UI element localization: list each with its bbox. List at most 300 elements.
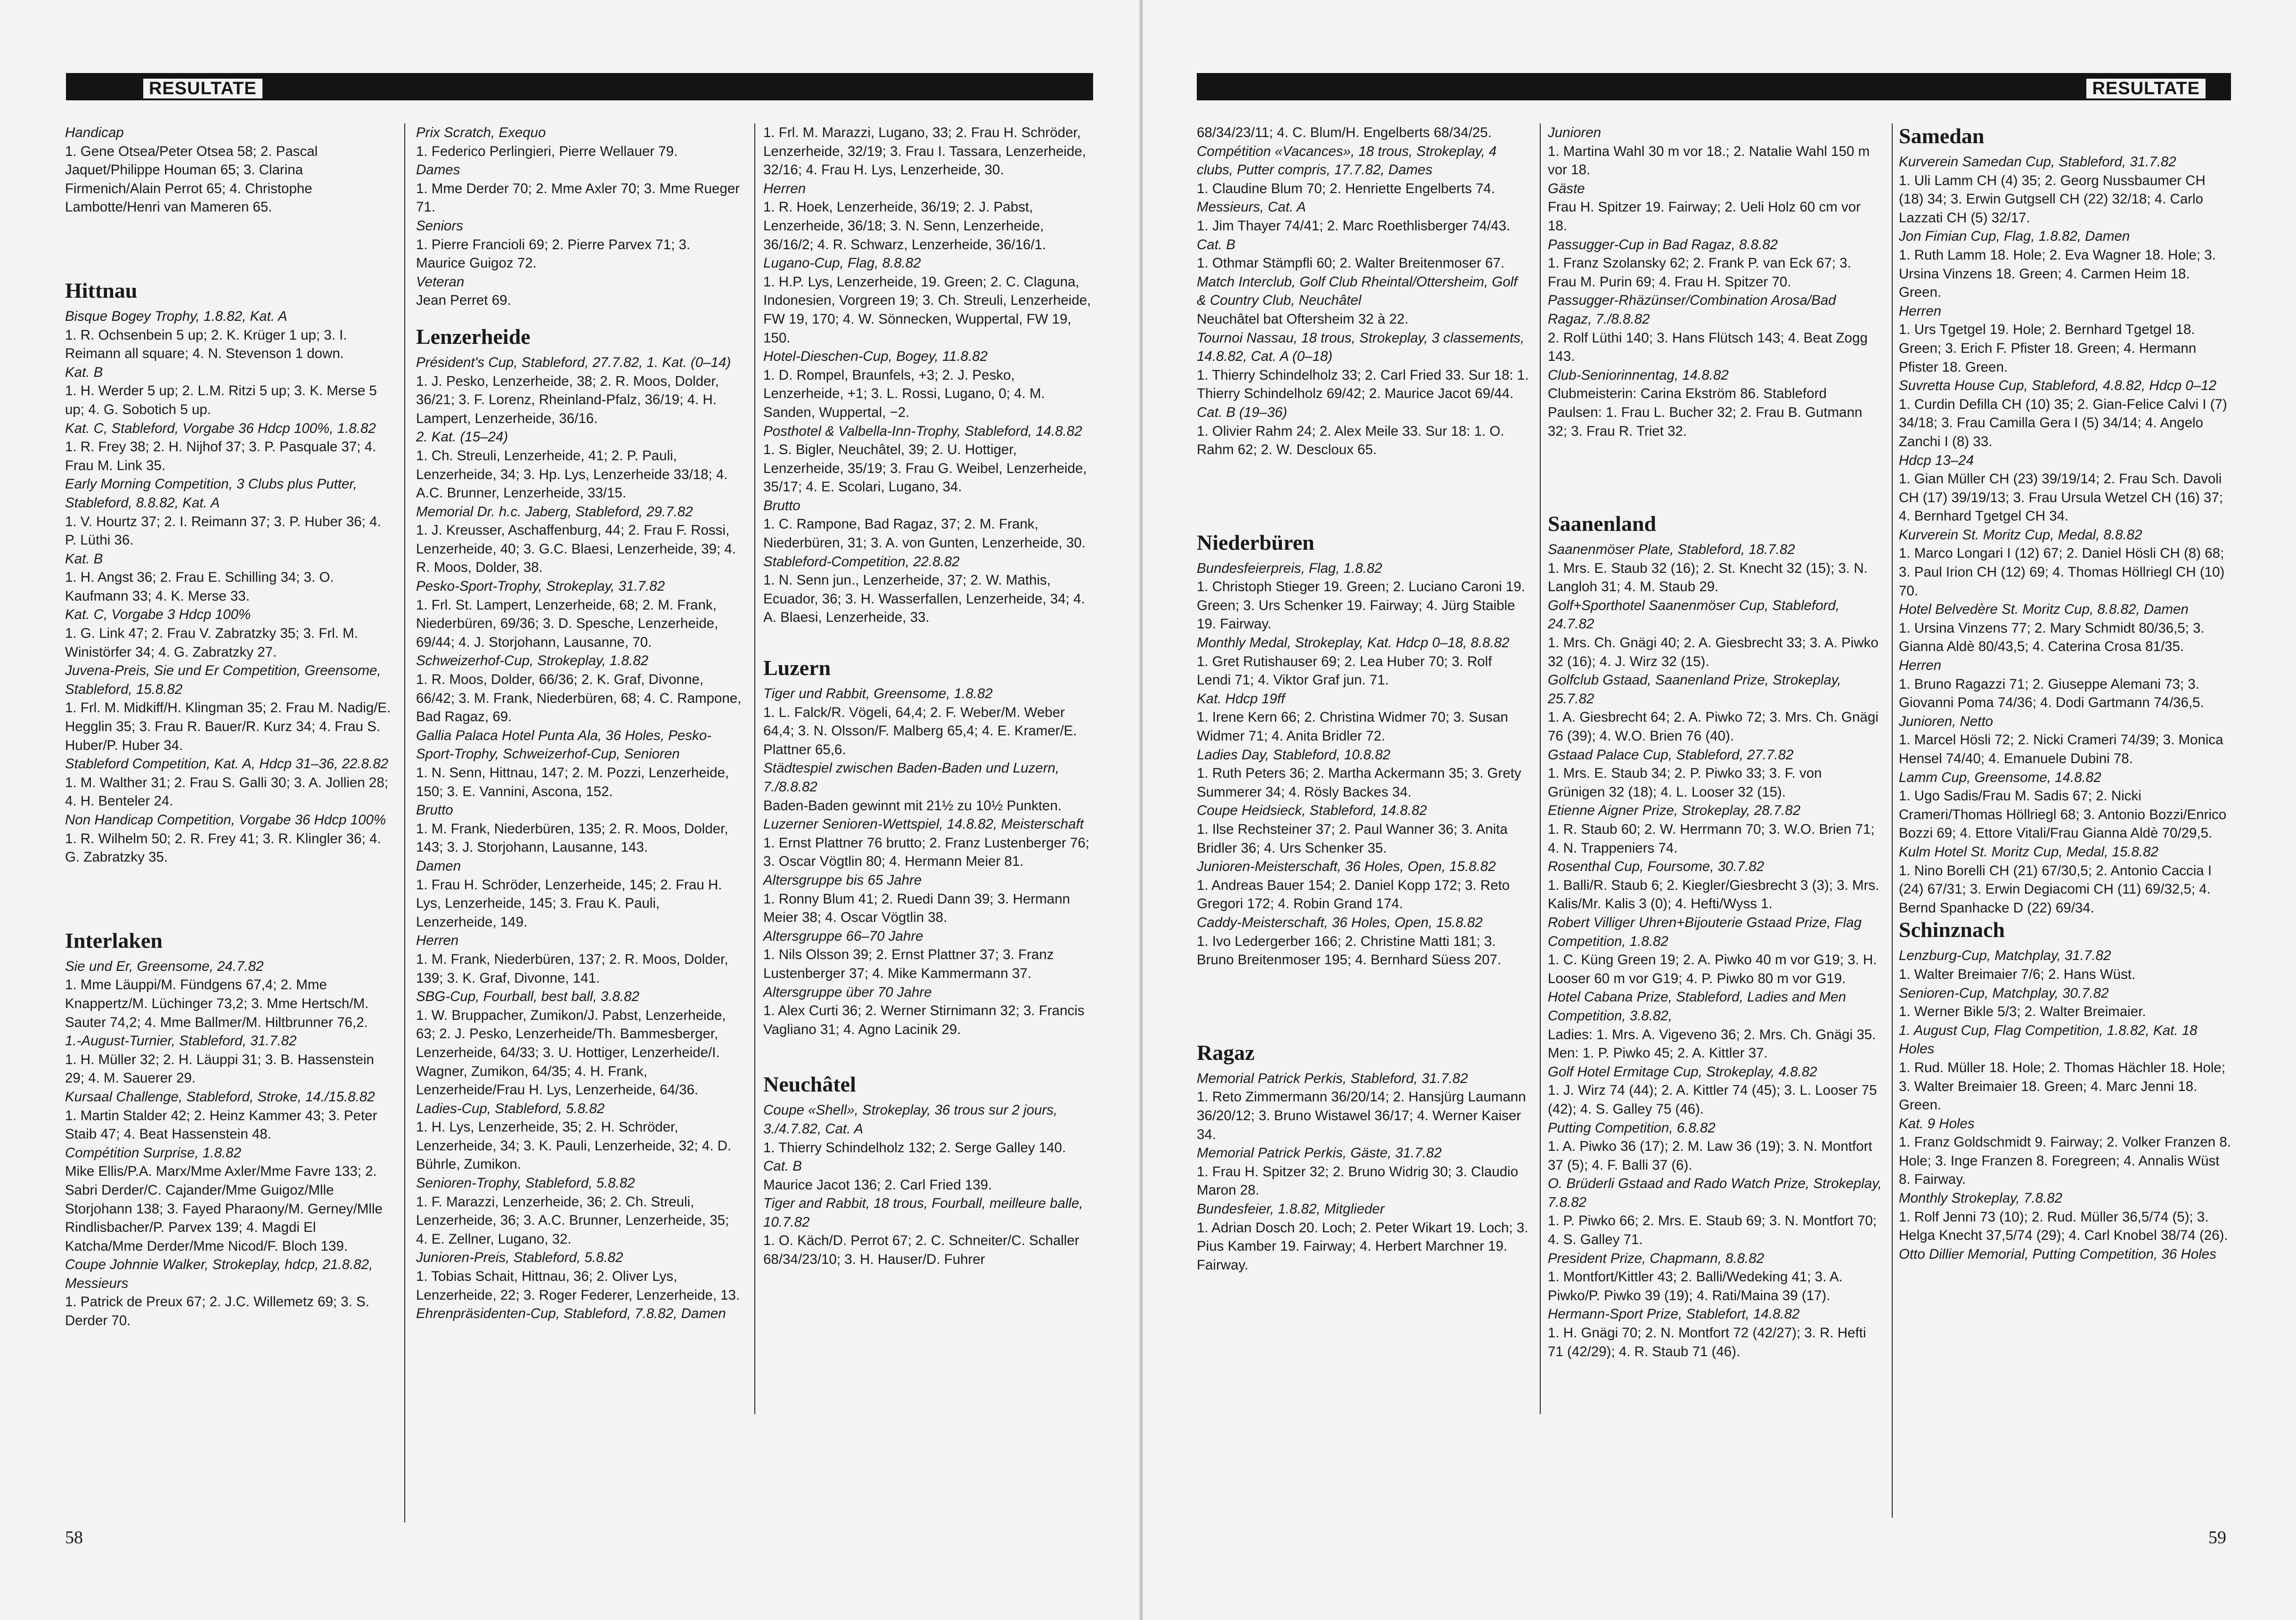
- club-heading: Samedan: [1899, 124, 1985, 148]
- competition-title: Junioren-Meisterschaft, 36 Holes, Open, 15.8.82: [1197, 859, 1496, 875]
- competition-title: O. Brüderli Gstaad and Rado Watch Prize, Strokeplay, 7.8.82: [1548, 1176, 1882, 1210]
- result-entry: [1197, 236, 1529, 273]
- competition-title: Coupe Johnnie Walker, Strokeplay, hdcp, 21.8.82, Messieurs: [65, 1257, 373, 1291]
- result-entry: [1197, 913, 1529, 969]
- result-text: 1. Balli/R. Staub 6; 2. Kiegler/Giesbrecht 3 (3); 3. Mrs. Kalis/Mr. Kalis 3 (0); 4. Hefti/Wyss 1.: [1548, 877, 1879, 912]
- competition-title: 2. Kat. (15–24): [416, 429, 508, 445]
- result-entry: [1197, 329, 1529, 403]
- club-heading: Hittnau: [65, 278, 138, 302]
- result-entry: [1548, 746, 1882, 802]
- result-text: 1. Marcel Hösli 72; 2. Nicki Crameri 74/39; 3. Monica Hensel 74/40; 4. Emanuele Dubini 78.: [1899, 732, 2223, 766]
- competition-title: Tiger and Rabbit, 18 trous, Fourball, meilleure balle, 10.7.82: [763, 1196, 1083, 1230]
- result-text: 1. Franz Goldschmidt 9. Fairway; 2. Volker Franzen 8. Hole; 3. Inge Franzen 8. Foregreen; 4. Annalis Wüst 8. Fairway.: [1899, 1134, 2231, 1188]
- result-entry: [1899, 768, 2231, 843]
- result-entry: [65, 123, 392, 217]
- result-text: 1. Olivier Rahm 24; 2. Alex Meile 33. Sur 18: 1. O. Rahm 62; 2. W. Descloux 65.: [1197, 423, 1504, 458]
- result-text: 1. Nino Borelli CH (21) 67/30,5; 2. Antonio Caccia I (24) 67/31; 3. Erwin Degiacomi CH (11) 69/32,5; 4. Bernd Spanhacke D (22) 69/34.: [1899, 863, 2212, 916]
- club-heading: Lenzerheide: [416, 324, 531, 349]
- competition-title: Herren: [1899, 658, 1942, 674]
- result-entry: [416, 1099, 744, 1174]
- competition-title: Altersgruppe über 70 Jahre: [763, 984, 932, 1000]
- result-text: 1. Ruth Peters 36; 2. Martha Ackermann 35; 3. Grety Summerer 34; 4. Rösly Backes 34.: [1197, 765, 1521, 800]
- results-column: [1548, 123, 1882, 1361]
- competition-title: Cat. B (19–36): [1197, 404, 1287, 420]
- result-text: 1. H. Angst 36; 2. Frau E. Schilling 34; 3. O. Kaufmann 33; 4. K. Merse 33.: [65, 570, 334, 604]
- competition-title: Pesko-Sport-Trophy, Strokeplay, 31.7.82: [416, 578, 665, 594]
- result-entry: [1548, 857, 1882, 913]
- result-entry: [1548, 1249, 1882, 1305]
- result-entry: [1899, 843, 2231, 917]
- result-entry: [1899, 656, 2231, 712]
- results-column: [65, 123, 392, 1330]
- competition-title: Kat. 9 Holes: [1899, 1115, 1975, 1132]
- result-text: 1. A. Giesbrecht 64; 2. A. Piwko 72; 3. Mrs. Ch. Gnägi 76 (39); 4. W.O. Brien 76 (40).: [1548, 709, 1879, 744]
- result-text: 1. M. Frank, Niederbüren, 137; 2. R. Moos, Dolder, 139; 3. K. Graf, Divonne, 141.: [416, 951, 728, 986]
- competition-title: Junioren-Preis, Stableford, 5.8.82: [416, 1250, 623, 1266]
- result-entry: [65, 1032, 392, 1088]
- competition-title: Monthly Medal, Strokeplay, Kat. Hdcp 0–18, 8.8.82: [1197, 635, 1510, 651]
- result-text: 1. Frl. St. Lampert, Lenzerheide, 68; 2. M. Frank, Niederbüren, 69/36; 3. D. Spesche, Lenzerheide, 69/44; 4. J. Storjohann, Lausanne, 70.: [416, 597, 719, 650]
- competition-title: Altersgruppe bis 65 Jahre: [763, 872, 922, 888]
- result-text: 1. Ch. Streuli, Lenzerheide, 41; 2. P. Pauli, Lenzerheide, 34; 3. Hp. Lys, Lenzerheide 33/18; 4. A.C. Brunner, Lenzerheide, 33/15.: [416, 448, 728, 501]
- competition-title: Kulm Hotel St. Moritz Cup, Medal, 15.8.82: [1899, 844, 2158, 860]
- result-entry: [65, 661, 392, 755]
- competition-title: Hdcp 13–24: [1899, 452, 1974, 468]
- competition-title: Ehrenpräsidenten-Cup, Stableford, 7.8.82, Damen: [416, 1306, 726, 1322]
- competition-title: Golf Hotel Ermitage Cup, Strokeplay, 4.8.82: [1548, 1064, 1817, 1080]
- result-text: 1. Marco Longari I (12) 67; 2. Daniel Hösli CH (8) 68; 3. Paul Irion CH (12) 69; 4. Thomas Höllriegl CH (10) 70.: [1899, 545, 2225, 599]
- competition-title: Luzerner Senioren-Wettspiel, 14.8.82, Meisterschaft: [763, 816, 1084, 832]
- result-entry: [65, 755, 392, 811]
- result-text: 1. Mme Läuppi/M. Fündgens 67,4; 2. Mme Knappertz/M. Lüchinger 73,2; 3. Mme Hertsch/M. Sauter 74,2; 4. Mme Ballmer/M. Hiltbrunner 76,2.: [65, 977, 369, 1030]
- competition-title: Caddy-Meisterschaft, 36 Holes, Open, 15.8.82: [1197, 914, 1483, 930]
- result-text: Ladies: 1. Mrs. A. Vigeveno 36; 2. Mrs. Ch. Gnägi 35. Men: 1. P. Piwko 45; 2. A. Kittler 37.: [1548, 1026, 1876, 1061]
- competition-title: Memorial Patrick Perkis, Stableford, 31.7.82: [1197, 1070, 1468, 1086]
- result-entry: [1548, 596, 1882, 671]
- result-entry: [1548, 988, 1882, 1062]
- result-entry: [763, 983, 1098, 1039]
- result-entry: [1197, 1200, 1529, 1274]
- result-text: 1. R. Ochsenbein 5 up; 2. K. Krüger 1 up; 3. I. Reimann all square; 4. N. Stevenson 1 down.: [65, 327, 347, 362]
- competition-title: Robert Villiger Uhren+Bijouterie Gstaad Prize, Flag Competition, 1.8.82: [1548, 914, 1862, 949]
- result-text: 1. Alex Curti 36; 2. Werner Stirnimann 32; 3. Francis Vagliano 31; 4. Agno Lacinik 29.: [763, 1003, 1085, 1037]
- result-entry: [763, 1157, 1098, 1194]
- competition-title: Kursaal Challenge, Stableford, Stroke, 14./15.8.82: [65, 1089, 375, 1105]
- left-page: [0, 0, 1140, 1620]
- page-number: 59: [2208, 1528, 2226, 1547]
- competition-title: Posthotel & Valbella-Inn-Trophy, Stableford, 14.8.82: [763, 423, 1082, 439]
- result-text: 1. Frl. M. Midkiff/H. Klingman 35; 2. Frau M. Nadig/E. Hegglin 35; 3. Frau R. Bauer/R. Kurz 34; 4. Frau S. Huber/P. Huber 34.: [65, 700, 391, 753]
- result-entry: [1899, 526, 2231, 600]
- competition-title: Bundesfeier, 1.8.82, Mitglieder: [1197, 1201, 1385, 1217]
- result-entry: [1899, 1021, 2231, 1115]
- competition-title: Stableford Competition, Kat. A, Hdcp 31–36, 22.8.82: [65, 756, 389, 772]
- competition-title: Match Interclub, Golf Club Rheintal/Ottersheim, Golf & Country Club, Neuchâtel: [1197, 274, 1518, 309]
- result-text: 1. Tobias Schait, Hittnau, 36; 2. Oliver Lys, Lenzerheide, 22; 3. Roger Federer, Lenzerheide, 13.: [416, 1269, 740, 1303]
- result-text: 68/34/23/11; 4. C. Blum/H. Engelberts 68/34/25.: [1197, 125, 1492, 140]
- result-entry: [1899, 1189, 2231, 1245]
- result-entry: [1548, 1305, 1882, 1361]
- result-entry: [416, 577, 744, 651]
- result-entry: [65, 363, 392, 419]
- competition-title: Otto Dillier Memorial, Putting Competition, 36 Holes: [1899, 1246, 2216, 1262]
- competition-title: Sie und Er, Greensome, 24.7.82: [65, 958, 264, 974]
- competition-title: Bisque Bogey Trophy, 1.8.82, Kat. A: [65, 308, 287, 324]
- result-text: 1. O. Käch/D. Perrot 67; 2. C. Schneiter/C. Schaller 68/34/23/10; 3. H. Hauser/D. Fuhrer: [763, 1233, 1079, 1268]
- competition-title: Juvena-Preis, Sie und Er Competition, Greensome, Stableford, 15.8.82: [65, 663, 381, 697]
- result-text: 1. F. Marazzi, Lenzerheide, 36; 2. Ch. Streuli, Lenzerheide, 36; 3. A.C. Brunner, Lenzerheide, 35; 4. E. Zellner, Lugano, 32.: [416, 1194, 729, 1247]
- competition-title: Handicap: [65, 125, 124, 140]
- result-text: 1. Adrian Dosch 20. Loch; 2. Peter Wikart 19. Loch; 3. Pius Kamber 19. Fairway; 4. Herbert Marchner 19. Fairway.: [1197, 1220, 1528, 1273]
- competition-title: Ladies-Cup, Stableford, 5.8.82: [416, 1100, 605, 1116]
- result-text: 1. Frau H. Schröder, Lenzerheide, 145; 2. Frau H. Lys, Lenzerheide, 145; 3. Frau K. Pauli, Lenzerheide, 149.: [416, 877, 722, 930]
- competition-title: Seniors: [416, 218, 464, 234]
- result-text: 1. Rolf Jenni 73 (10); 2. Rud. Müller 36,5/74 (5); 3. Helga Knecht 37,5/74 (29); 4. Carl Knobel 38/74 (26).: [1899, 1209, 2228, 1244]
- result-text: 1. Gian Müller CH (23) 39/19/14; 2. Frau Sch. Davoli CH (17) 39/19/13; 3. Frau Ursula Wetzel CH (16) 37; 4. Bernhard Tgetgel CH 34.: [1899, 471, 2223, 524]
- club-heading: Saanenland: [1548, 512, 1657, 536]
- competition-title: Jon Fimian Cup, Flag, 1.8.82, Damen: [1899, 228, 2130, 244]
- competition-title: Dames: [416, 162, 460, 178]
- result-text: 1. Mrs. Ch. Gnägi 40; 2. A. Giesbrecht 33; 3. A. Piwko 32 (16); 4. J. Wirz 32 (15).: [1548, 635, 1879, 669]
- result-entry: [416, 1304, 744, 1323]
- result-entry: [1548, 179, 1882, 236]
- competition-title: Golfclub Gstaad, Saanenland Prize, Strokeplay, 25.7.82: [1548, 672, 1841, 707]
- result-text: 1. J. Pesko, Lenzerheide, 38; 2. R. Moos, Dolder, 36/21; 3. F. Lorenz, Rheinland-Pfalz, 36/19; 4. H. Lampert, Lenzerheide, 36/16.: [416, 373, 719, 426]
- competition-title: Junioren: [1548, 125, 1601, 140]
- result-text: 1. Ronny Blum 41; 2. Ruedi Dann 39; 3. Hermann Meier 38; 4. Oscar Vögtlin 38.: [763, 891, 1070, 926]
- result-text: 1. Pierre Francioli 69; 2. Pierre Parvex 71; 3. Maurice Guigoz 72.: [416, 236, 691, 271]
- competition-title: Passugger-Rhäzünser/Combination Arosa/Bad Ragaz, 7./8.8.82: [1548, 293, 1836, 327]
- competition-title: Cat. B: [1197, 236, 1235, 252]
- result-text: 1. W. Bruppacher, Zumikon/J. Pabst, Lenzerheide, 63; 2. J. Pesko, Lenzerheide/Th. Bammesberger, Lenzerheide, 64/33; 3. U. Hottiger, Lenzerheide/I. Wagner, Zumikon, 64/35; 4. H. Frank, Lenzerheide/Frau H. Lys, Lenzerheide, 64/36.: [416, 1007, 726, 1098]
- competition-title: Golf+Sporthotel Saanenmöser Cup, Stableford, 24.7.82: [1548, 597, 1840, 632]
- result-entry: [763, 254, 1098, 347]
- competition-title: Veteran: [416, 274, 465, 290]
- competition-title: Etienne Aigner Prize, Strokeplay, 28.7.82: [1548, 803, 1801, 819]
- competition-title: Herren: [416, 933, 459, 949]
- competition-title: Bundesfeierpreis, Flag, 1.8.82: [1197, 560, 1382, 576]
- result-text: 1. Montfort/Kittler 43; 2. Balli/Wedeking 41; 3. A. Piwko/P. Piwko 39 (19); 4. Rati/Maina 39 (17).: [1548, 1269, 1843, 1303]
- result-entry: [1197, 1069, 1529, 1144]
- competition-title: Suvretta House Cup, Stableford, 4.8.82, Hdcp 0–12: [1899, 378, 2217, 394]
- result-text: 1. L. Falck/R. Vögeli, 64,4; 2. F. Weber/M. Weber 64,4; 3. N. Olsson/F. Malberg 65,4; 4. E. Kramer/E. Plattner 65,6.: [763, 704, 1077, 757]
- competition-title: Brutto: [763, 497, 801, 513]
- result-text: Baden-Baden gewinnt mit 21½ zu 10½ Punkten.: [763, 798, 1062, 814]
- result-entry: [416, 161, 744, 217]
- competition-title: Club-Seniorinnentag, 14.8.82: [1548, 367, 1729, 383]
- result-entry: [763, 759, 1098, 815]
- section-header-label: RESULTATE: [141, 77, 264, 100]
- result-entry: [1548, 291, 1882, 366]
- result-text: 1. Gret Rutishauser 69; 2. Lea Huber 70; 3. Rolf Lendi 71; 4. Viktor Graf jun. 71.: [1197, 653, 1492, 688]
- result-entry: [65, 419, 392, 475]
- competition-title: Kurverein Samedan Cup, Stableford, 31.7.82: [1899, 154, 2176, 170]
- result-text: 1. C. Rampone, Bad Ragaz, 37; 2. M. Frank, Niederbüren, 31; 3. A. von Gunten, Lenzerheide, 30.: [763, 516, 1086, 551]
- result-entry: [416, 217, 744, 273]
- result-entry: [1899, 451, 2231, 526]
- result-entry: [416, 1248, 744, 1304]
- competition-title: Junioren, Netto: [1899, 713, 1994, 729]
- result-text: 1. Werner Bikle 5/3; 2. Walter Breimaier.: [1899, 1004, 2146, 1020]
- column-divider: [1540, 123, 1541, 1414]
- result-entry: [65, 1144, 392, 1256]
- result-text: 1. Andreas Bauer 154; 2. Daniel Kopp 172; 3. Reto Gregori 172; 4. Robin Grand 174.: [1197, 877, 1510, 912]
- result-entry: [763, 422, 1098, 497]
- result-text: 1. Gene Otsea/Peter Otsea 58; 2. Pascal Jaquet/Philippe Houman 65; 3. Clarina Firmenich/Alain Perrot 65; 4. Christophe Lambotte/Henri van Mameren 65.: [65, 143, 318, 215]
- result-text: 1. J. Wirz 74 (44); 2. A. Kittler 74 (45); 3. L. Looser 75 (42); 4. S. Galley 75 (46).: [1548, 1083, 1877, 1117]
- result-entry: [1548, 1063, 1882, 1119]
- competition-title: SBG-Cup, Fourball, best ball, 3.8.82: [416, 989, 639, 1005]
- result-text: 1. Frau H. Spitzer 32; 2. Bruno Widrig 30; 3. Claudio Maron 28.: [1197, 1164, 1519, 1198]
- column-divider: [1892, 123, 1893, 1518]
- result-text: 1. J. Kreusser, Aschaffenburg, 44; 2. Frau F. Rossi, Lenzerheide, 40; 3. G.C. Blaesi, Lenzerheide, 39; 4. R. Moos, Dolder, 38.: [416, 522, 736, 576]
- column-divider: [404, 123, 405, 1522]
- competition-title: Early Morning Competition, 3 Clubs plus Putter, Stableford, 8.8.82, Kat. A: [65, 476, 357, 511]
- result-text: 1. Othmar Stämpfli 60; 2. Walter Breitenmoser 67.: [1197, 255, 1505, 271]
- result-entry: [1548, 366, 1882, 440]
- result-entry: [1197, 273, 1529, 329]
- result-text: 1. Ursina Vinzens 77; 2. Mary Schmidt 80/36,5; 3. Gianna Aldè 80/43,5; 4. Caterina Crosa 81/35.: [1899, 620, 2205, 655]
- result-entry: [1197, 801, 1529, 857]
- section-header-bar: [66, 73, 1093, 100]
- result-entry: [763, 347, 1098, 422]
- competition-title: Damen: [416, 858, 461, 874]
- competition-title: Hotel Belvedère St. Moritz Cup, 8.8.82, Damen: [1899, 602, 2189, 618]
- competition-title: Kat. B: [65, 364, 103, 380]
- result-text: 1. H.P. Lys, Lenzerheide, 19. Green; 2. C. Claguna, Indonesien, Vorgreen 19; 3. Ch. Streuli, Lenzerheide, FW 19, 170; 4. W. Sönnecken, Wuppertal, FW 19, 150.: [763, 274, 1091, 346]
- competition-title: Coupe Heidsieck, Stableford, 14.8.82: [1197, 803, 1427, 819]
- result-text: 1. N. Senn, Hittnau, 147; 2. M. Pozzi, Lenzerheide, 150; 3. E. Vannini, Ascona, 152.: [416, 765, 729, 799]
- result-text: 1. H. Müller 32; 2. H. Läuppi 31; 3. B. Hassenstein 29; 4. M. Sauerer 29.: [65, 1051, 374, 1086]
- result-text: 1. M. Walther 31; 2. Frau S. Galli 30; 3. A. Jollien 28; 4. H. Benteler 24.: [65, 774, 388, 809]
- result-text: 1. Ivo Ledergerber 166; 2. Christine Matti 181; 3. Bruno Breitenmoser 195; 4. Bernhard Süess 207.: [1197, 933, 1502, 968]
- competition-title: Compétition Surprise, 1.8.82: [65, 1145, 241, 1161]
- result-text: 1. Claudine Blum 70; 2. Henriette Engelberts 74.: [1197, 180, 1495, 196]
- result-text: 1. Walter Breimaier 7/6; 2. Hans Wüst.: [1899, 966, 2136, 982]
- result-entry: [1899, 1245, 2231, 1264]
- result-text: 1. D. Rompel, Braunfels, +3; 2. J. Pesko, Lenzerheide, +1; 3. L. Rossi, Lugano, 0; 4. M. Sanden, Wuppertal, −2.: [763, 367, 1045, 420]
- result-entry: [1197, 198, 1529, 235]
- competition-title: Ladies Day, Stableford, 10.8.82: [1197, 747, 1391, 763]
- competition-title: Rosenthal Cup, Foursome, 30.7.82: [1548, 859, 1765, 875]
- competition-title: Prix Scratch, Exequo: [416, 125, 546, 140]
- result-text: 1. R. Frey 38; 2. H. Nijhof 37; 3. P. Pasquale 37; 4. Frau M. Link 35.: [65, 439, 376, 473]
- result-text: 1. H. Werder 5 up; 2. L.M. Ritzi 5 up; 3. K. Merse 5 up; 4. G. Sobotich 5 up.: [65, 383, 377, 417]
- result-entry: [65, 811, 392, 867]
- result-entry: [1899, 984, 2231, 1021]
- competition-title: Herren: [763, 180, 806, 196]
- result-text: 1. R. Hoek, Lenzerheide, 36/19; 2. J. Pabst, Lenzerheide, 36/18; 3. N. Senn, Lenzerheide, 36/16/2; 4. R. Schwarz, Lenzerheide, 36/16/1.: [763, 199, 1046, 252]
- competition-title: Président's Cup, Stableford, 27.7.82, 1. Kat. (0–14): [416, 354, 731, 370]
- competition-title: Kat. C, Vorgabe 3 Hdcp 100%: [65, 607, 251, 623]
- result-text: 1. Jim Thayer 74/41; 2. Marc Roethlisberger 74/43.: [1197, 218, 1511, 234]
- club-heading: Niederbüren: [1197, 530, 1315, 554]
- competition-title: 1.-August-Turnier, Stableford, 31.7.82: [65, 1033, 297, 1049]
- result-entry: [1197, 142, 1529, 198]
- result-text: 1. P. Piwko 66; 2. Mrs. E. Staub 69; 3. N. Montfort 70; 4. S. Galley 71.: [1548, 1213, 1877, 1248]
- result-entry: [416, 503, 744, 577]
- competition-title: Compétition «Vacances», 18 trous, Strokeplay, 4 clubs, Putter compris, 17.7.82, Dames: [1197, 143, 1497, 178]
- result-text: 1. R. Moos, Dolder, 66/36; 2. K. Graf, Divonne, 66/42; 3. M. Frank, Niederbüren, 68; 4. C. Rampone, Bad Ragaz, 69.: [416, 672, 742, 725]
- club-heading: Interlaken: [65, 928, 163, 952]
- competition-title: Memorial Dr. h.c. Jaberg, Stableford, 29.7.82: [416, 504, 693, 520]
- result-text: 1. Mrs. E. Staub 32 (16); 2. St. Knecht 32 (15); 3. N. Langloh 31; 4. M. Staub 29.: [1548, 560, 1868, 595]
- result-entry: [1899, 376, 2231, 451]
- result-entry: [416, 931, 744, 987]
- result-entry: [763, 684, 1098, 759]
- result-text: 1. Ruth Lamm 18. Hole; 2. Eva Wagner 18. Hole; 3. Ursina Vinzens 18. Green; 4. Carmen Heim 18. Green.: [1899, 247, 2216, 301]
- result-text: 1. Ilse Rechsteiner 37; 2. Paul Wanner 36; 3. Anita Bridler 36; 4. Urs Schenker 35.: [1197, 822, 1508, 856]
- result-entry: [1548, 671, 1882, 745]
- result-text: 1. H. Lys, Lenzerheide, 35; 2. H. Schröder, Lenzerheide, 34; 3. K. Pauli, Lenzerheide, 32; 4. D. Bührle, Zumikon.: [416, 1119, 732, 1172]
- result-entry: [1197, 690, 1529, 746]
- results-column: [1197, 123, 1529, 1274]
- result-text: 2. Rolf Lüthi 140; 3. Hans Flütsch 143; 4. Beat Zogg 143.: [1548, 330, 1868, 365]
- results-column: [763, 123, 1098, 1269]
- result-entry: [1548, 123, 1882, 179]
- result-text: 1. Urs Tgetgel 19. Hole; 2. Bernhard Tgetgel 18. Green; 3. Erich F. Pfister 18. Green; 4. Hermann Pfister 18. Green.: [1899, 322, 2197, 375]
- result-text: Neuchâtel bat Oftersheim 32 à 22.: [1197, 311, 1409, 327]
- competition-title: Hermann-Sport Prize, Stablefort, 14.8.82: [1548, 1306, 1800, 1322]
- result-entry: [1899, 302, 2231, 376]
- result-entry: [416, 1174, 744, 1248]
- result-text: 1. Mme Derder 70; 2. Mme Axler 70; 3. Mme Rueger 71.: [416, 180, 740, 215]
- result-entry: [1548, 1174, 1882, 1249]
- club-heading: Schinznach: [1899, 918, 2005, 942]
- result-text: 1. Patrick de Preux 67; 2. J.C. Willemetz 69; 3. S. Derder 70.: [65, 1294, 369, 1329]
- result-entry: [1548, 236, 1882, 292]
- result-entry: [1197, 746, 1529, 802]
- result-text: 1. Uli Lamm CH (4) 35; 2. Georg Nussbaumer CH (18) 34; 3. Erwin Gutgsell CH (22) 32/18; 4. Carlo Lazzati CH (5) 32/17.: [1899, 172, 2206, 226]
- result-text: 1. Curdin Defilla CH (10) 35; 2. Gian-Felice Calvi I (7) 34/18; 3. Frau Camilla Gera I (5) 34/14; 4. Angelo Zanchi I (8) 33.: [1899, 396, 2227, 449]
- result-entry: [1548, 913, 1882, 988]
- club-heading: Ragaz: [1197, 1040, 1255, 1065]
- competition-title: Gstaad Palace Cup, Stableford, 27.7.82: [1548, 747, 1794, 763]
- result-entry: [763, 927, 1098, 983]
- result-entry: [1899, 153, 2231, 227]
- result-entry: [65, 550, 392, 606]
- result-entry: [1899, 600, 2231, 656]
- result-entry: [1197, 403, 1529, 459]
- result-text: 1. Mrs. E. Staub 34; 2. P. Piwko 33; 3. F. von Grünigen 32 (18); 4. L. Looser 32 (15).: [1548, 765, 1822, 800]
- result-entry: [1899, 946, 2231, 984]
- result-entry: [416, 801, 744, 857]
- competition-title: Lugano-Cup, Flag, 8.8.82: [763, 255, 921, 271]
- competition-title: Altersgruppe 66–70 Jahre: [763, 928, 923, 944]
- result-entry: [65, 1088, 392, 1144]
- result-entry: [416, 651, 744, 726]
- competition-title: Lamm Cup, Greensome, 14.8.82: [1899, 769, 2101, 785]
- result-entry: [1197, 123, 1529, 142]
- result-text: 1. C. Küng Green 19; 2. A. Piwko 40 m vor G19; 3. H. Looser 60 m vor G19; 4. P. Piwko 80 m vor G19.: [1548, 952, 1877, 986]
- result-text: 1. V. Hourtz 37; 2. I. Reimann 37; 3. P. Huber 36; 4. P. Lüthi 36.: [65, 513, 381, 548]
- result-text: 1. A. Piwko 36 (17); 2. M. Law 36 (19); 3. N. Montfort 37 (5); 4. F. Balli 37 (6).: [1548, 1139, 1872, 1173]
- club-heading: Neuchâtel: [763, 1072, 856, 1097]
- competition-title: Kat. Hdcp 19ff: [1197, 691, 1285, 707]
- result-entry: [763, 553, 1098, 627]
- result-entry: [1548, 801, 1882, 857]
- result-entry: [416, 123, 744, 161]
- result-entry: [416, 726, 744, 801]
- result-text: 1. Christoph Stieger 19. Green; 2. Luciano Caroni 19. Green; 3. Urs Schenker 19. Fairway; 4. Jürg Staible 19. Fairway.: [1197, 579, 1525, 632]
- result-text: 1. Rud. Müller 18. Hole; 2. Thomas Hächler 18. Hole; 3. Walter Breimaier 18. Green; 4. Marc Jenni 18. Green.: [1899, 1059, 2226, 1113]
- result-text: 1. Federico Perlingieri, Pierre Wellauer 79.: [416, 143, 678, 159]
- result-text: Mike Ellis/P.A. Marx/Mme Axler/Mme Favre 133; 2. Sabri Derder/C. Cajander/Mme Guigoz/Mlle Storjohann 138; 3. Fayed Pharaony/M. Gerney/Mlle Rindlisbacher/P. Parvex 139; 4. Magdi El Katcha/Mme Derder/Mme Nicod/F. Bloch 139.: [65, 1164, 383, 1254]
- page-number: 58: [65, 1528, 83, 1547]
- result-entry: [1197, 857, 1529, 913]
- result-entry: [1899, 712, 2231, 768]
- result-text: 1. Martina Wahl 30 m vor 18.; 2. Natalie Wahl 150 m vor 18.: [1548, 143, 1870, 178]
- competition-title: Tiger und Rabbit, Greensome, 1.8.82: [763, 686, 993, 702]
- result-text: 1. R. Staub 60; 2. W. Herrmann 70; 3. W.O. Brien 71; 4. N. Trappeniers 74.: [1548, 822, 1875, 856]
- result-text: 1. S. Bigler, Neuchâtel, 39; 2. U. Hottiger, Lenzerheide, 35/19; 3. Frau G. Weibel, Lenzerheide, 35/17; 4. E. Scolari, Lugano, 34.: [763, 442, 1087, 495]
- result-entry: [763, 1101, 1098, 1157]
- competition-title: Tournoi Nassau, 18 trous, Strokeplay, 3 classements, 14.8.82, Cat. A (0–18): [1197, 330, 1525, 365]
- result-entry: [416, 273, 744, 310]
- result-entry: [1548, 1119, 1882, 1175]
- competition-title: 1. August Cup, Flag Competition, 1.8.82, Kat. 18 Holes: [1899, 1022, 2198, 1057]
- competition-title: Schweizerhof-Cup, Strokeplay, 1.8.82: [416, 653, 649, 669]
- result-text: 1. Thierry Schindelholz 132; 2. Serge Galley 140.: [763, 1140, 1066, 1156]
- result-entry: [65, 605, 392, 661]
- result-entry: [763, 179, 1098, 254]
- result-text: 1. G. Link 47; 2. Frau V. Zabratzky 35; 3. Frl. M. Winistörfer 34; 4. G. Zabratzky 27.: [65, 626, 358, 660]
- competition-title: Cat. B: [763, 1158, 802, 1174]
- competition-title: Herren: [1899, 303, 1942, 319]
- result-text: 1. Franz Szolansky 62; 2. Frank P. van Eck 67; 3. Frau M. Purin 69; 4. Frau H. Spitzer 70.: [1548, 255, 1851, 290]
- result-entry: [763, 1194, 1098, 1269]
- result-entry: [65, 307, 392, 363]
- result-text: 1. M. Frank, Niederbüren, 135; 2. R. Moos, Dolder, 143; 3. J. Storjohann, Lausanne, 143.: [416, 821, 728, 855]
- right-page: [1143, 0, 2296, 1620]
- result-entry: [1197, 634, 1529, 690]
- competition-title: Kurverein St. Moritz Cup, Medal, 8.8.82: [1899, 527, 2142, 543]
- competition-title: Monthly Strokeplay, 7.8.82: [1899, 1190, 2063, 1206]
- result-text: 1. Reto Zimmermann 36/20/14; 2. Hansjürg Laumann 36/20/12; 3. Bruno Wistawel 36/17; 4. Werner Kaiser 34.: [1197, 1089, 1526, 1142]
- competition-title: Stableford-Competition, 22.8.82: [763, 554, 960, 570]
- section-header-bar: [1197, 73, 2231, 100]
- result-entry: [1197, 1144, 1529, 1200]
- result-text: 1. Irene Kern 66; 2. Christina Widmer 70; 3. Susan Widmer 71; 4. Anita Bridler 72.: [1197, 709, 1508, 744]
- result-text: 1. N. Senn jun., Lenzerheide, 37; 2. W. Mathis, Ecuador, 36; 3. H. Wasserfallen, Lenzerheide, 34; 4. A. Blaesi, Lenzerheide, 33.: [763, 572, 1085, 626]
- result-entry: [416, 353, 744, 428]
- competition-title: Non Handicap Competition, Vorgabe 36 Hdcp 100%: [65, 812, 386, 828]
- result-text: 1. H. Gnägi 70; 2. N. Montfort 72 (42/27); 3. R. Hefti 71 (42/29); 4. R. Staub 71 (46).: [1548, 1325, 1866, 1359]
- result-entry: [65, 475, 392, 549]
- result-text: 1. Thierry Schindelholz 33; 2. Carl Fried 33. Sur 18: 1. Thierry Schindelholz 69/42; 2. Maurice Jacot 69/44.: [1197, 367, 1529, 402]
- result-entry: [65, 1255, 392, 1330]
- result-entry: [416, 987, 744, 1099]
- section-header-label: RESULTATE: [2084, 77, 2207, 100]
- result-entry: [1548, 540, 1882, 596]
- competition-title: President Prize, Chapmann, 8.8.82: [1548, 1250, 1765, 1266]
- results-column: [416, 123, 744, 1323]
- competition-title: Senioren-Trophy, Stableford, 5.8.82: [416, 1175, 635, 1191]
- competition-title: Hotel Cabana Prize, Stableford, Ladies and Men Competition, 3.8.82,: [1548, 989, 1846, 1024]
- competition-title: Coupe «Shell», Strokeplay, 36 trous sur 2 jours, 3./4.7.82, Cat. A: [763, 1102, 1058, 1137]
- result-text: 1. R. Wilhelm 50; 2. R. Frey 41; 3. R. Klingler 36; 4. G. Zabratzky 35.: [65, 830, 381, 865]
- competition-title: Städtespiel zwischen Baden-Baden und Luzern, 7./8.8.82: [763, 760, 1060, 795]
- competition-title: Senioren-Cup, Matchplay, 30.7.82: [1899, 985, 2109, 1001]
- result-entry: [416, 857, 744, 931]
- result-entry: [1899, 1115, 2231, 1189]
- result-entry: [763, 815, 1098, 871]
- results-column: [1899, 123, 2231, 1263]
- competition-title: Messieurs, Cat. A: [1197, 199, 1306, 215]
- result-entry: [1197, 559, 1529, 634]
- result-text: Maurice Jacot 136; 2. Carl Fried 139.: [763, 1177, 992, 1193]
- result-text: 1. Nils Olsson 39; 2. Ernst Plattner 37; 3. Franz Lustenberger 37; 4. Mike Kammermann 37.: [763, 947, 1054, 981]
